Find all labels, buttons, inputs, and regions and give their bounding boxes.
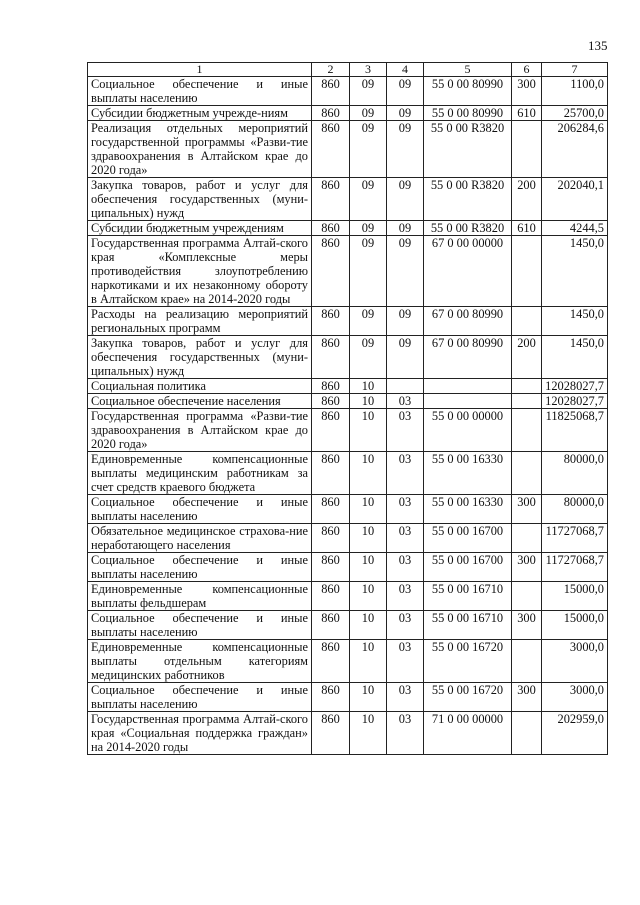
target-article-code: 55 0 00 16700 (424, 524, 512, 553)
table-row (88, 77, 608, 106)
table-row (88, 236, 608, 307)
row-name: Субсидии бюджетным учрежде-ниям (88, 106, 312, 121)
ministry-code: 860 (312, 236, 350, 307)
expense-type-code (512, 379, 542, 394)
amount: 12028027,7 (542, 394, 608, 409)
target-article-code: 55 0 00 80990 (424, 106, 512, 121)
section-code: 10 (350, 611, 387, 640)
target-article-code: 55 0 00 16710 (424, 582, 512, 611)
section-code: 10 (350, 582, 387, 611)
amount: 80000,0 (542, 495, 608, 524)
subsection-code: 09 (387, 336, 424, 379)
section-code: 09 (350, 307, 387, 336)
ministry-code: 860 (312, 553, 350, 582)
target-article-code (424, 394, 512, 409)
section-code: 10 (350, 640, 387, 683)
ministry-code: 860 (312, 379, 350, 394)
subsection-code: 03 (387, 582, 424, 611)
column-header-3: 3 (350, 63, 387, 77)
target-article-code: 67 0 00 80990 (424, 307, 512, 336)
section-code: 09 (350, 121, 387, 178)
ministry-code: 860 (312, 683, 350, 712)
column-header-4: 4 (387, 63, 424, 77)
expense-type-code (512, 307, 542, 336)
expense-type-code: 300 (512, 77, 542, 106)
section-code: 10 (350, 683, 387, 712)
amount: 25700,0 (542, 106, 608, 121)
section-code: 10 (350, 394, 387, 409)
section-code: 10 (350, 524, 387, 553)
target-article-code: 55 0 00 16720 (424, 640, 512, 683)
table-row (88, 524, 608, 553)
column-header-1: 1 (88, 63, 312, 77)
target-article-code: 55 0 00 16710 (424, 611, 512, 640)
column-header-5: 5 (424, 63, 512, 77)
table-row (88, 409, 608, 452)
table-row (88, 640, 608, 683)
row-name: Закупка товаров, работ и услуг для обеспечения государственных (муни-ципальных) нужд (88, 178, 312, 221)
row-name: Социальное обеспечение и иные выплаты населению (88, 495, 312, 524)
table-row (88, 121, 608, 178)
table-row (88, 553, 608, 582)
subsection-code: 03 (387, 640, 424, 683)
row-name: Единовременные компенсационные выплаты медицинским работникам за счет средств краевого бюджета (88, 452, 312, 495)
section-code: 10 (350, 379, 387, 394)
expense-type-code: 200 (512, 178, 542, 221)
section-code: 10 (350, 553, 387, 582)
table-row (88, 582, 608, 611)
expense-type-code (512, 394, 542, 409)
row-name: Расходы на реализацию мероприятий региональных программ (88, 307, 312, 336)
expense-type-code (512, 452, 542, 495)
amount: 12028027,7 (542, 379, 608, 394)
ministry-code: 860 (312, 409, 350, 452)
column-header-7: 7 (542, 63, 608, 77)
table-row (88, 106, 608, 121)
row-name: Социальное обеспечение населения (88, 394, 312, 409)
table-row (88, 452, 608, 495)
ministry-code: 860 (312, 495, 350, 524)
amount: 11825068,7 (542, 409, 608, 452)
expense-type-code: 610 (512, 221, 542, 236)
subsection-code (387, 379, 424, 394)
subsection-code: 09 (387, 307, 424, 336)
expense-type-code (512, 236, 542, 307)
expense-type-code (512, 121, 542, 178)
table-row (88, 712, 608, 755)
table-body (88, 77, 608, 755)
expense-type-code: 300 (512, 553, 542, 582)
subsection-code: 09 (387, 106, 424, 121)
header-row (88, 63, 608, 77)
amount: 1450,0 (542, 307, 608, 336)
amount: 15000,0 (542, 582, 608, 611)
amount: 4244,5 (542, 221, 608, 236)
expense-type-code (512, 712, 542, 755)
row-name: Субсидии бюджетным учреждениям (88, 221, 312, 236)
target-article-code: 55 0 00 R3820 (424, 178, 512, 221)
subsection-code: 03 (387, 683, 424, 712)
ministry-code: 860 (312, 221, 350, 236)
amount: 80000,0 (542, 452, 608, 495)
row-name: Государственная программа Алтай-ского края «Социальная поддержка граждан» на 2014-2020 годы (88, 712, 312, 755)
target-article-code: 67 0 00 80990 (424, 336, 512, 379)
target-article-code: 55 0 00 16330 (424, 495, 512, 524)
subsection-code: 03 (387, 712, 424, 755)
ministry-code: 860 (312, 307, 350, 336)
subsection-code: 09 (387, 178, 424, 221)
table-row (88, 307, 608, 336)
target-article-code: 55 0 00 16700 (424, 553, 512, 582)
row-name: Социальное обеспечение и иные выплаты населению (88, 553, 312, 582)
row-name: Реализация отдельных мероприятий государственной программы «Разви-тие здравоохранения в Алтайском крае до 2020 года» (88, 121, 312, 178)
amount: 1450,0 (542, 336, 608, 379)
subsection-code: 03 (387, 452, 424, 495)
table-row (88, 394, 608, 409)
table-row (88, 683, 608, 712)
table-row (88, 379, 608, 394)
amount: 3000,0 (542, 640, 608, 683)
row-name: Социальное обеспечение и иные выплаты населению (88, 611, 312, 640)
subsection-code: 09 (387, 221, 424, 236)
column-header-6: 6 (512, 63, 542, 77)
amount: 1450,0 (542, 236, 608, 307)
target-article-code: 55 0 00 00000 (424, 409, 512, 452)
amount: 15000,0 (542, 611, 608, 640)
target-article-code: 55 0 00 80990 (424, 77, 512, 106)
subsection-code: 03 (387, 409, 424, 452)
target-article-code: 55 0 00 16720 (424, 683, 512, 712)
row-name: Социальное обеспечение и иные выплаты населению (88, 77, 312, 106)
ministry-code: 860 (312, 106, 350, 121)
amount: 1100,0 (542, 77, 608, 106)
amount: 202959,0 (542, 712, 608, 755)
target-article-code: 55 0 00 R3820 (424, 221, 512, 236)
expense-type-code: 200 (512, 336, 542, 379)
subsection-code: 03 (387, 394, 424, 409)
table-row (88, 221, 608, 236)
amount: 3000,0 (542, 683, 608, 712)
table-row (88, 336, 608, 379)
ministry-code: 860 (312, 394, 350, 409)
expense-type-code: 610 (512, 106, 542, 121)
ministry-code: 860 (312, 121, 350, 178)
page-number: 135 (588, 38, 608, 53)
amount: 206284,6 (542, 121, 608, 178)
subsection-code: 03 (387, 495, 424, 524)
amount: 11727068,7 (542, 524, 608, 553)
row-name: Единовременные компенсационные выплаты фельдшерам (88, 582, 312, 611)
section-code: 10 (350, 409, 387, 452)
subsection-code: 09 (387, 77, 424, 106)
subsection-code: 09 (387, 236, 424, 307)
amount: 11727068,7 (542, 553, 608, 582)
target-article-code: 55 0 00 R3820 (424, 121, 512, 178)
row-name: Закупка товаров, работ и услуг для обеспечения государственных (муни-ципальных) нужд (88, 336, 312, 379)
ministry-code: 860 (312, 582, 350, 611)
ministry-code: 860 (312, 640, 350, 683)
target-article-code: 67 0 00 00000 (424, 236, 512, 307)
table-row (88, 611, 608, 640)
expense-type-code: 300 (512, 683, 542, 712)
expense-type-code (512, 640, 542, 683)
section-code: 09 (350, 336, 387, 379)
ministry-code: 860 (312, 611, 350, 640)
row-name: Социальная политика (88, 379, 312, 394)
budget-table (87, 62, 608, 755)
expense-type-code (512, 524, 542, 553)
column-header-2: 2 (312, 63, 350, 77)
subsection-code: 09 (387, 121, 424, 178)
row-name: Единовременные компенсационные выплаты отдельным категориям медицинских работников (88, 640, 312, 683)
target-article-code (424, 379, 512, 394)
table-row (88, 495, 608, 524)
row-name: Обязательное медицинское страхова-ние неработающего населения (88, 524, 312, 553)
target-article-code: 71 0 00 00000 (424, 712, 512, 755)
amount: 202040,1 (542, 178, 608, 221)
section-code: 09 (350, 77, 387, 106)
target-article-code: 55 0 00 16330 (424, 452, 512, 495)
row-name: Социальное обеспечение и иные выплаты населению (88, 683, 312, 712)
ministry-code: 860 (312, 452, 350, 495)
section-code: 09 (350, 221, 387, 236)
subsection-code: 03 (387, 524, 424, 553)
section-code: 09 (350, 236, 387, 307)
ministry-code: 860 (312, 336, 350, 379)
ministry-code: 860 (312, 524, 350, 553)
expense-type-code: 300 (512, 611, 542, 640)
expense-type-code (512, 409, 542, 452)
section-code: 09 (350, 178, 387, 221)
ministry-code: 860 (312, 77, 350, 106)
expense-type-code: 300 (512, 495, 542, 524)
section-code: 09 (350, 106, 387, 121)
row-name: Государственная программа «Разви-тие здравоохранения в Алтайском крае до 2020 года» (88, 409, 312, 452)
expense-type-code (512, 582, 542, 611)
section-code: 10 (350, 495, 387, 524)
row-name: Государственная программа Алтай-ского края «Комплексные меры противодействия злоупотреблению наркотиками и их незаконному обороту в Алтайском крае» на 2014-2020 годы (88, 236, 312, 307)
section-code: 10 (350, 712, 387, 755)
subsection-code: 03 (387, 611, 424, 640)
ministry-code: 860 (312, 712, 350, 755)
subsection-code: 03 (387, 553, 424, 582)
table-row (88, 178, 608, 221)
ministry-code: 860 (312, 178, 350, 221)
section-code: 10 (350, 452, 387, 495)
